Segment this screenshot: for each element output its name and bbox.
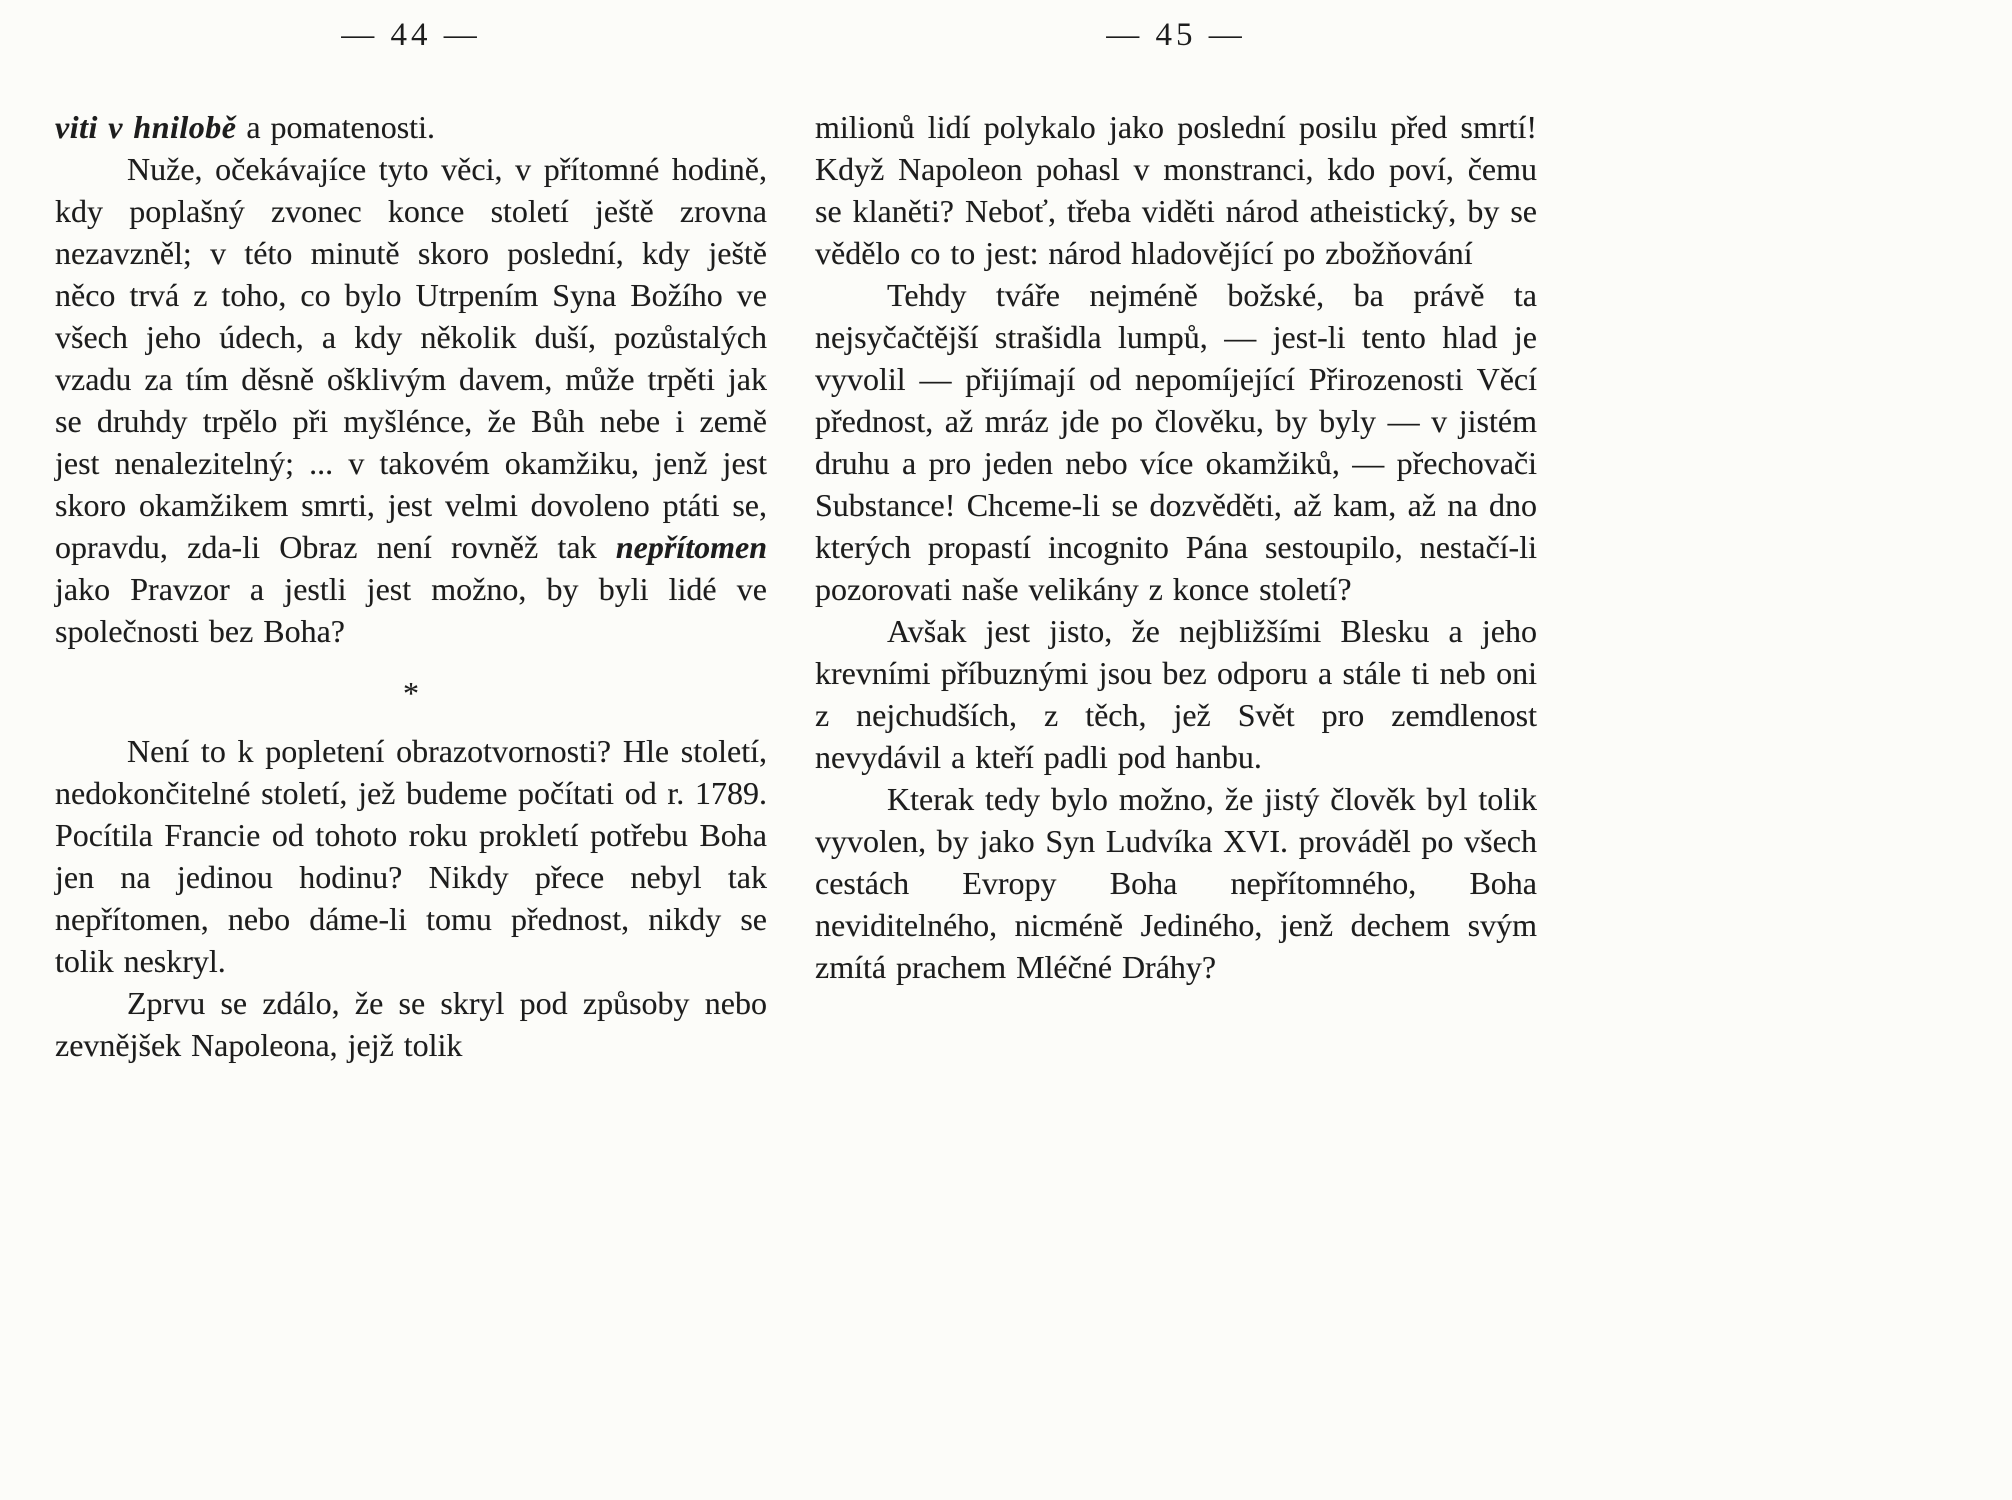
paragraph: Avšak jest jisto, že nejbližšími Blesku a jeho krevními příbuznými jsou bez odporu a stále ti neb oni z nejchudších, z těch, jež Svět pro zemdlenost nevydávil a kteří padli pod hanbu. [815, 613, 1537, 775]
paragraph [55, 106, 767, 148]
paragraph-text: a pomatenosti. [236, 109, 435, 145]
page-right [815, 0, 1537, 988]
paragraph: Zprvu se zdálo, že se skryl pod způsoby nebo zevnějšek Napoleona, jejž tolik [55, 985, 767, 1063]
paragraph: Není to k popletení obrazotvornosti? Hle století, nedokončitelné století, jež budeme počítati od r. 1789. Pocítila Francie od tohoto roku prokletí potřebu Boha jen na jedinou hodinu? Nikdy přece nebyl tak nepřítomen, nebo dáme-li tomu přednost, nikdy se tolik neskryl. [55, 733, 767, 979]
paragraph [55, 148, 767, 652]
page-left [55, 0, 767, 1066]
paragraph-text: jako Pravzor a jestli jest možno, by byli lidé ve společnosti bez Boha? [55, 571, 767, 649]
section-separator: * [403, 675, 419, 711]
paragraph: Kterak tedy bylo možno, že jistý člověk byl tolik vyvolen, by jako Syn Ludvíka XVI. prováděl po všech cestách Evropy Boha nepřítomného, Boha neviditelného, nicméně Jediného, jenž dechem svým zmítá prachem Mléčné Dráhy? [815, 781, 1537, 985]
paragraph-text: Nuže, očekávajíce tyto věci, v přítomné hodině, kdy poplašný zvonec konce století ještě zrovna nezavzněl; v této minutě skoro poslední, kdy ještě něco trvá z toho, co bylo Utrpením Syna Božího ve všech jeho údech, a kdy několik duší, pozůstalých vzadu za tím děsně ošklivým davem, může trpěti jak se druhdy trpělo při myšlénce, že Bůh nebe i země jest nenalezitelný; ... v takovém okamžiku, jenž jest skoro okamžikem smrti, jest velmi dovoleno ptáti se, opravdu, zda-li Obraz není rovněž tak [55, 151, 767, 565]
page-body-left [55, 106, 767, 1066]
emphasized-word: nepřítomen [615, 529, 767, 565]
emphasized-phrase: viti v hnilobě [55, 109, 237, 145]
page-body-right [815, 106, 1537, 988]
page-number-right: — 45 — [1106, 17, 1246, 53]
paragraph: milionů lidí polykalo jako poslední posilu před smrtí! Když Napoleon pohasl v monstranci, kdo poví, čemu se klaněti? Neboť, třeba viděti národ atheistický, by se vědělo co to jest: národ hladovějící po zbožňování [815, 109, 1537, 271]
paragraph: Tehdy tváře nejméně božské, ba právě ta nejsyčačtější strašidla lumpů, — jest-li tento hlad je vyvolil — přijímají od nepomíjející Přirozenosti Věcí přednost, až mráz jde po člověku, by byly — v jistém druhu a pro jeden nebo více okamžiků, — přechovači Substance! Chceme-li se dozvěděti, až kam, až na dno kterých propastí incognito Pána sestoupilo, nestačí-li pozorovati naše velikány z konce století? [815, 277, 1537, 607]
page-number-left: — 44 — [341, 17, 481, 53]
